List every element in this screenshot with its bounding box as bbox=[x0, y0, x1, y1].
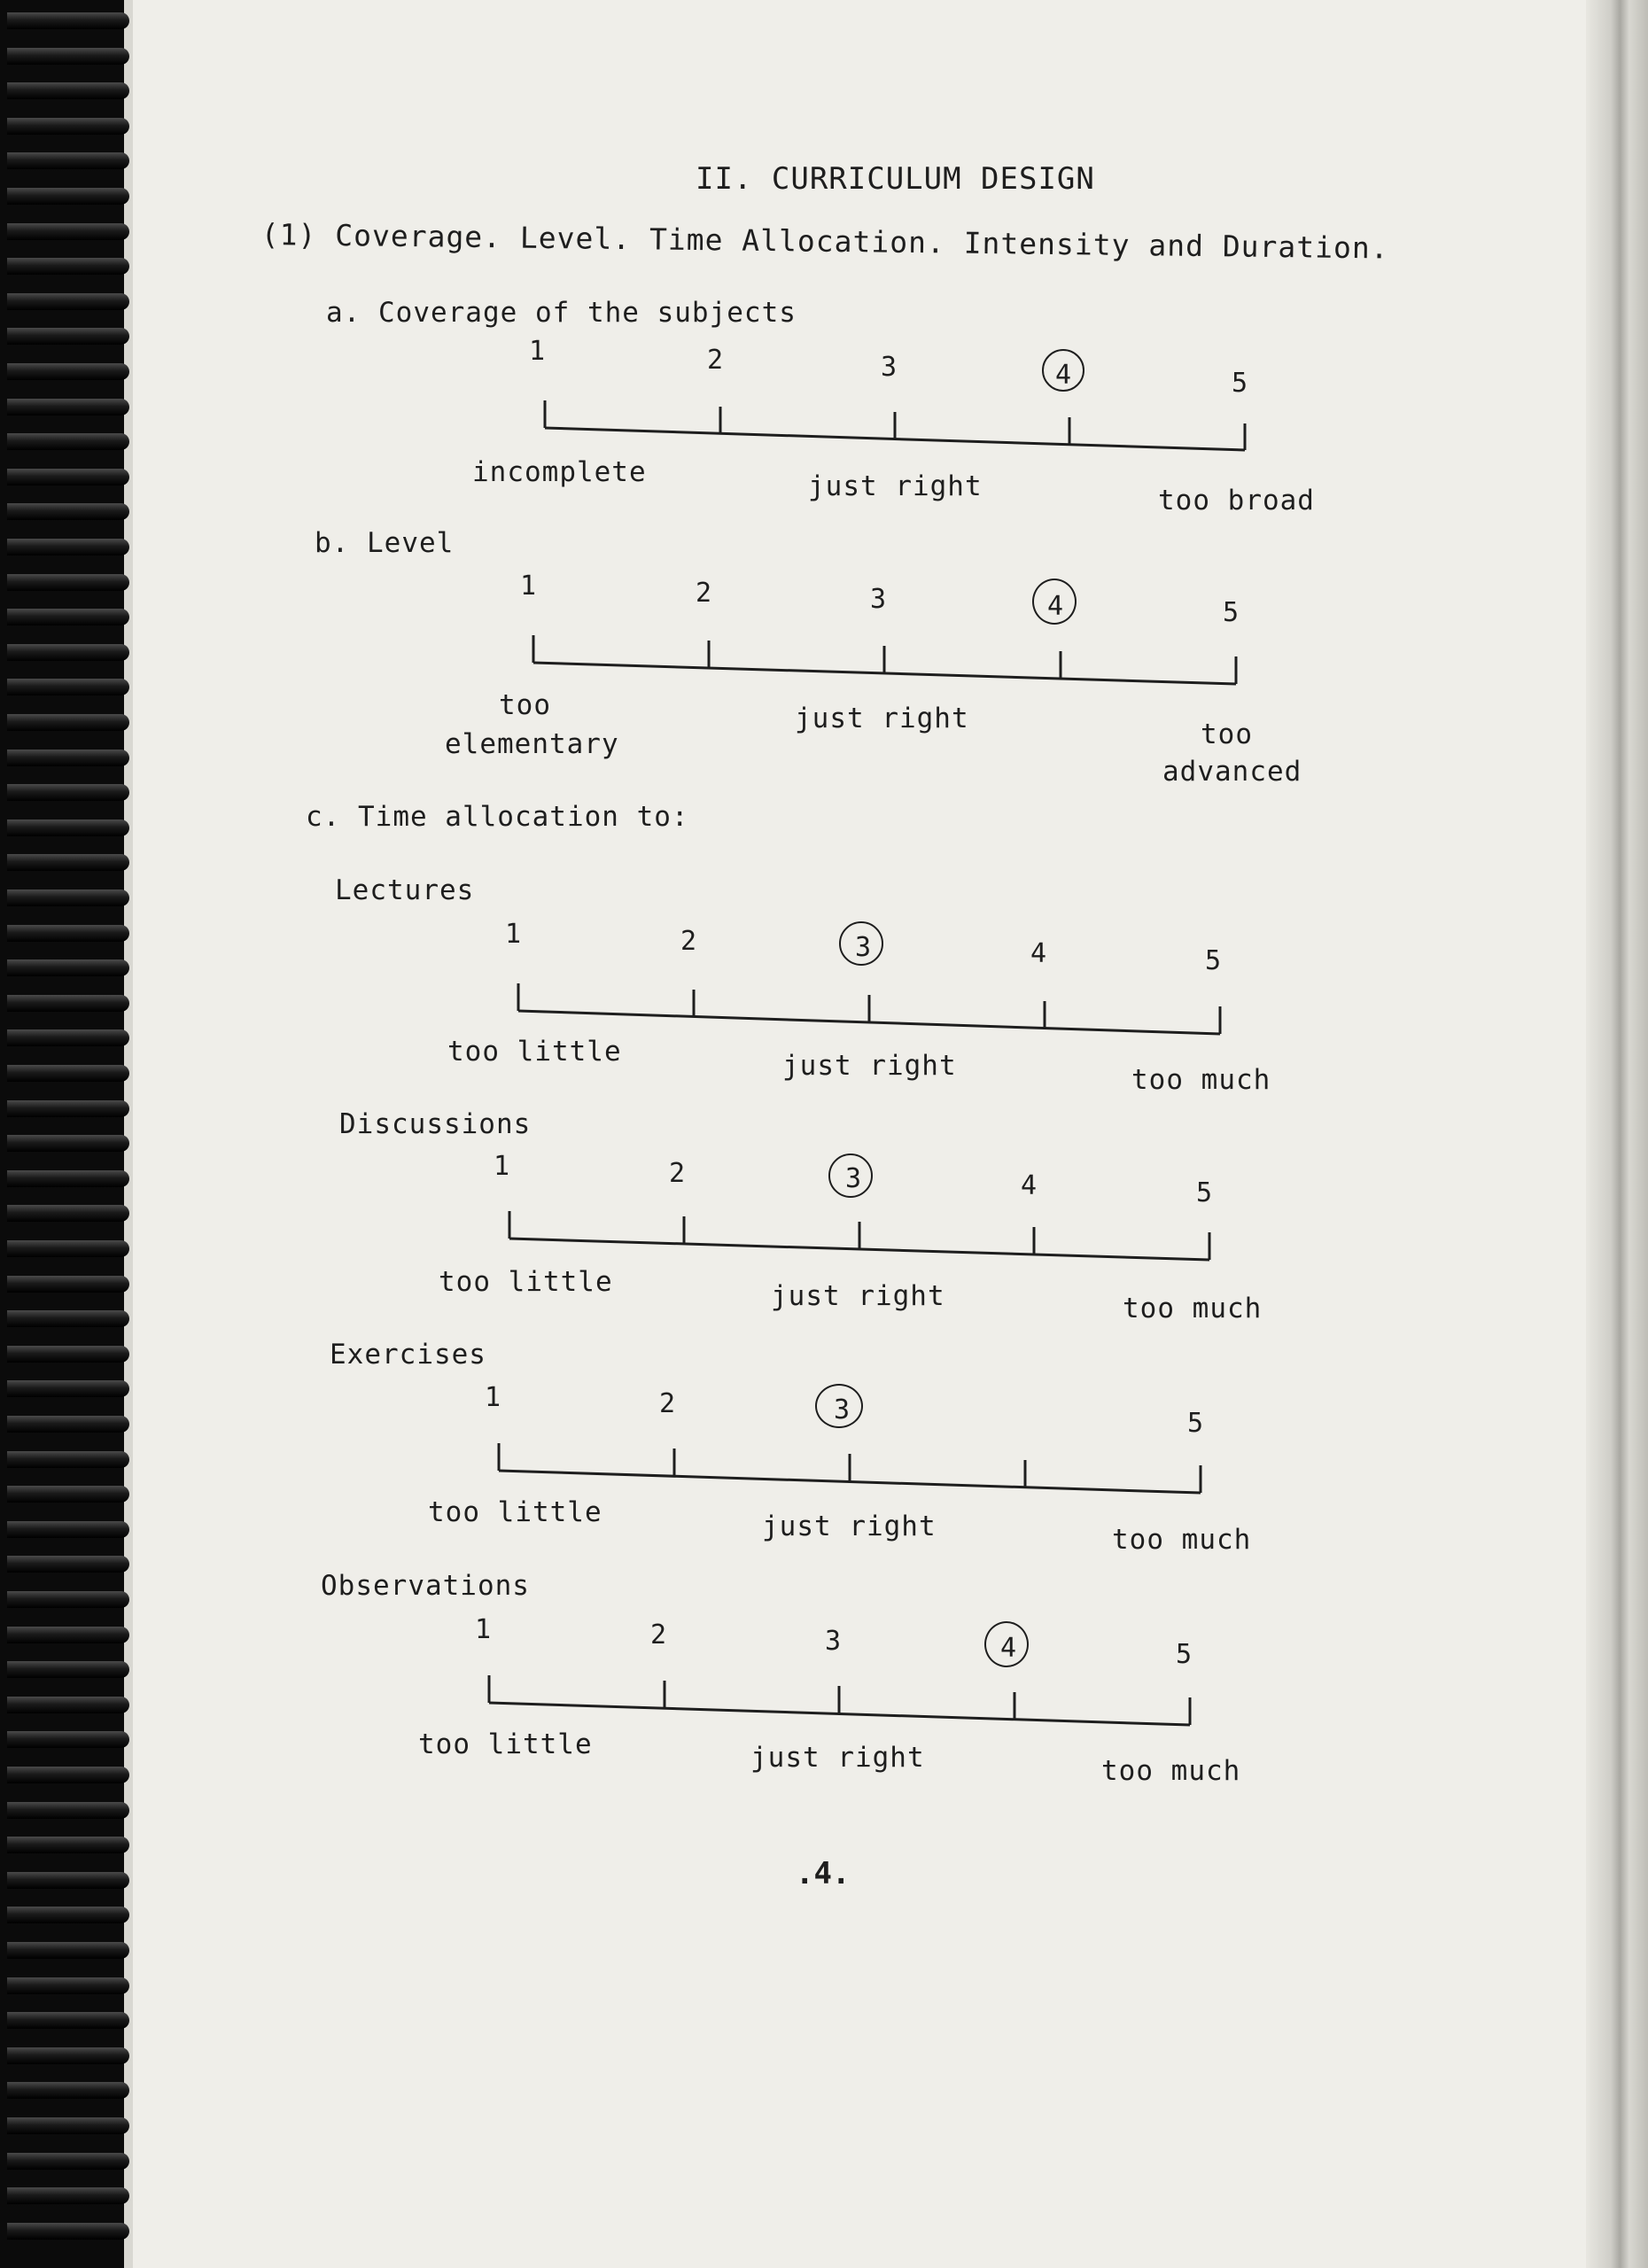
observations-number-4: 4 bbox=[1000, 1633, 1017, 1664]
binding-ring bbox=[7, 1661, 129, 1678]
binding-ring bbox=[7, 1065, 129, 1082]
binding-ring bbox=[7, 433, 129, 450]
binding-ring bbox=[7, 1310, 129, 1327]
time-allocation-label: c. Time allocation to: bbox=[306, 801, 689, 833]
exercises-selected-circle bbox=[815, 1384, 863, 1428]
lectures-number-4: 4 bbox=[1030, 938, 1047, 969]
binding-ring bbox=[7, 328, 129, 345]
binding-ring bbox=[7, 1029, 129, 1046]
discussions-scale bbox=[509, 1211, 1209, 1260]
binding-ring bbox=[7, 995, 129, 1012]
binding-ring bbox=[7, 1451, 129, 1468]
binding-ring bbox=[7, 644, 129, 661]
discussions-label: Discussions bbox=[339, 1108, 532, 1140]
binding-ring bbox=[7, 854, 129, 871]
binding-ring bbox=[7, 258, 129, 275]
observations-number-3: 3 bbox=[825, 1626, 842, 1657]
binding-ring bbox=[7, 2047, 129, 2064]
binding-ring bbox=[7, 1802, 129, 1819]
binding-ring bbox=[7, 1837, 129, 1853]
discussions-anchor-mid: just right bbox=[771, 1280, 945, 1312]
lectures-anchor-right: too much bbox=[1131, 1064, 1271, 1096]
discussions-number-5: 5 bbox=[1196, 1177, 1213, 1208]
binding-ring bbox=[7, 363, 129, 380]
level-scale bbox=[533, 635, 1236, 684]
discussions-anchor-left: too little bbox=[439, 1266, 613, 1298]
binding-ring bbox=[7, 1170, 129, 1187]
discussions-number-2: 2 bbox=[669, 1158, 686, 1189]
binding-ring bbox=[7, 118, 129, 135]
discussions-selected-circle bbox=[828, 1153, 873, 1198]
level-anchor-right-line2: advanced bbox=[1162, 756, 1302, 788]
binding-ring bbox=[7, 82, 129, 99]
observations-anchor-left: too little bbox=[418, 1728, 593, 1760]
binding-ring bbox=[7, 188, 129, 205]
observations-number-1: 1 bbox=[475, 1614, 492, 1645]
level-number-4: 4 bbox=[1047, 591, 1064, 622]
binding-ring bbox=[7, 1100, 129, 1117]
binding-ring bbox=[7, 1346, 129, 1363]
coverage-anchor-left: incomplete bbox=[472, 456, 647, 488]
binding-ring bbox=[7, 503, 129, 520]
binding-ring bbox=[7, 574, 129, 591]
binding-ring bbox=[7, 48, 129, 65]
binding-ring bbox=[7, 2153, 129, 2170]
binding-ring bbox=[7, 1486, 129, 1503]
observations-anchor-right: too much bbox=[1101, 1755, 1241, 1787]
exercises-anchor-mid: just right bbox=[762, 1511, 937, 1542]
coverage-number-3: 3 bbox=[881, 352, 898, 383]
observations-scale bbox=[489, 1675, 1190, 1725]
level-number-1: 1 bbox=[520, 571, 537, 602]
binding-ring bbox=[7, 1416, 129, 1433]
exercises-number-3: 3 bbox=[834, 1394, 851, 1425]
binding-ring bbox=[7, 2012, 129, 2029]
binding-ring bbox=[7, 889, 129, 906]
binding-ring bbox=[7, 1240, 129, 1257]
level-anchor-mid: just right bbox=[795, 703, 969, 734]
binding-ring bbox=[7, 469, 129, 485]
binding-ring bbox=[7, 539, 129, 555]
lectures-selected-circle bbox=[839, 921, 883, 966]
level-number-3: 3 bbox=[870, 584, 887, 615]
binding-ring bbox=[7, 12, 129, 29]
binding-ring bbox=[7, 1135, 129, 1152]
binding-ring bbox=[7, 1977, 129, 1994]
level-label: b. Level bbox=[315, 527, 455, 559]
lectures-number-3: 3 bbox=[855, 932, 872, 963]
binding-ring bbox=[7, 152, 129, 169]
binding-ring bbox=[7, 2082, 129, 2099]
discussions-number-3: 3 bbox=[845, 1163, 862, 1194]
observations-number-2: 2 bbox=[650, 1619, 667, 1651]
level-selected-circle bbox=[1032, 579, 1077, 625]
binding-ring bbox=[7, 2223, 129, 2240]
level-number-5: 5 bbox=[1223, 597, 1240, 628]
binding-ring bbox=[7, 223, 129, 240]
discussions-number-1: 1 bbox=[494, 1151, 510, 1182]
binding-ring bbox=[7, 784, 129, 801]
level-anchor-left-line2: elementary bbox=[445, 728, 619, 760]
binding-ring bbox=[7, 819, 129, 836]
binding-ring bbox=[7, 1556, 129, 1573]
lectures-number-5: 5 bbox=[1205, 945, 1222, 976]
page-title: II. CURRICULUM DESIGN bbox=[696, 161, 1095, 197]
observations-anchor-mid: just right bbox=[750, 1742, 925, 1774]
observations-selected-circle bbox=[984, 1621, 1029, 1667]
observations-number-5: 5 bbox=[1176, 1639, 1193, 1670]
lectures-number-2: 2 bbox=[680, 926, 697, 957]
coverage-label: a. Coverage of the subjects bbox=[326, 297, 797, 329]
level-anchor-right-line1: too bbox=[1201, 718, 1253, 750]
observations-label: Observations bbox=[321, 1570, 530, 1602]
exercises-scale bbox=[499, 1443, 1201, 1493]
binding-ring bbox=[7, 1276, 129, 1293]
binding-ring bbox=[7, 1521, 129, 1538]
exercises-anchor-right: too much bbox=[1112, 1524, 1252, 1556]
stacked-pages-edge bbox=[1586, 0, 1648, 2268]
document-page bbox=[133, 0, 1586, 2268]
coverage-number-2: 2 bbox=[707, 345, 724, 376]
coverage-number-5: 5 bbox=[1232, 368, 1248, 399]
binding-ring bbox=[7, 1942, 129, 1959]
discussions-anchor-right: too much bbox=[1123, 1293, 1263, 1324]
exercises-anchor-left: too little bbox=[428, 1496, 602, 1528]
coverage-scale bbox=[545, 400, 1245, 450]
binding-ring bbox=[7, 1380, 129, 1397]
coverage-number-1: 1 bbox=[529, 336, 546, 367]
discussions-number-4: 4 bbox=[1021, 1170, 1038, 1201]
page-number: .4. bbox=[796, 1856, 851, 1891]
binding-ring bbox=[7, 2117, 129, 2134]
exercises-number-1: 1 bbox=[485, 1382, 501, 1413]
binding-ring bbox=[7, 1627, 129, 1643]
binding-ring bbox=[7, 1907, 129, 1923]
level-number-2: 2 bbox=[696, 578, 712, 609]
lectures-label: Lectures bbox=[335, 874, 475, 906]
exercises-number-5: 5 bbox=[1187, 1408, 1204, 1439]
coverage-anchor-right: too broad bbox=[1158, 485, 1315, 517]
binding-ring bbox=[7, 679, 129, 695]
section-heading: (1) Coverage. Level. Time Allocation. Intensity and Duration. bbox=[260, 217, 1389, 266]
coverage-number-4: 4 bbox=[1055, 360, 1072, 391]
lectures-anchor-mid: just right bbox=[782, 1050, 957, 1082]
binding-ring bbox=[7, 399, 129, 416]
spiral-binding bbox=[0, 0, 133, 2268]
binding-ring bbox=[7, 750, 129, 766]
binding-ring bbox=[7, 1205, 129, 1222]
binding-ring bbox=[7, 1697, 129, 1713]
binding-ring bbox=[7, 1767, 129, 1783]
lectures-number-1: 1 bbox=[505, 919, 522, 950]
exercises-label: Exercises bbox=[330, 1339, 486, 1371]
binding-ring bbox=[7, 293, 129, 310]
exercises-number-2: 2 bbox=[659, 1388, 676, 1419]
binding-ring bbox=[7, 925, 129, 942]
lectures-anchor-left: too little bbox=[447, 1036, 622, 1068]
binding-ring bbox=[7, 609, 129, 625]
lectures-scale bbox=[518, 983, 1220, 1034]
binding-ring bbox=[7, 1872, 129, 1889]
binding-ring bbox=[7, 2187, 129, 2204]
binding-ring bbox=[7, 1591, 129, 1608]
level-anchor-left-line1: too bbox=[499, 689, 551, 721]
binding-ring bbox=[7, 714, 129, 731]
coverage-anchor-mid: just right bbox=[808, 470, 983, 502]
binding-ring bbox=[7, 959, 129, 976]
binding-ring bbox=[7, 1731, 129, 1748]
